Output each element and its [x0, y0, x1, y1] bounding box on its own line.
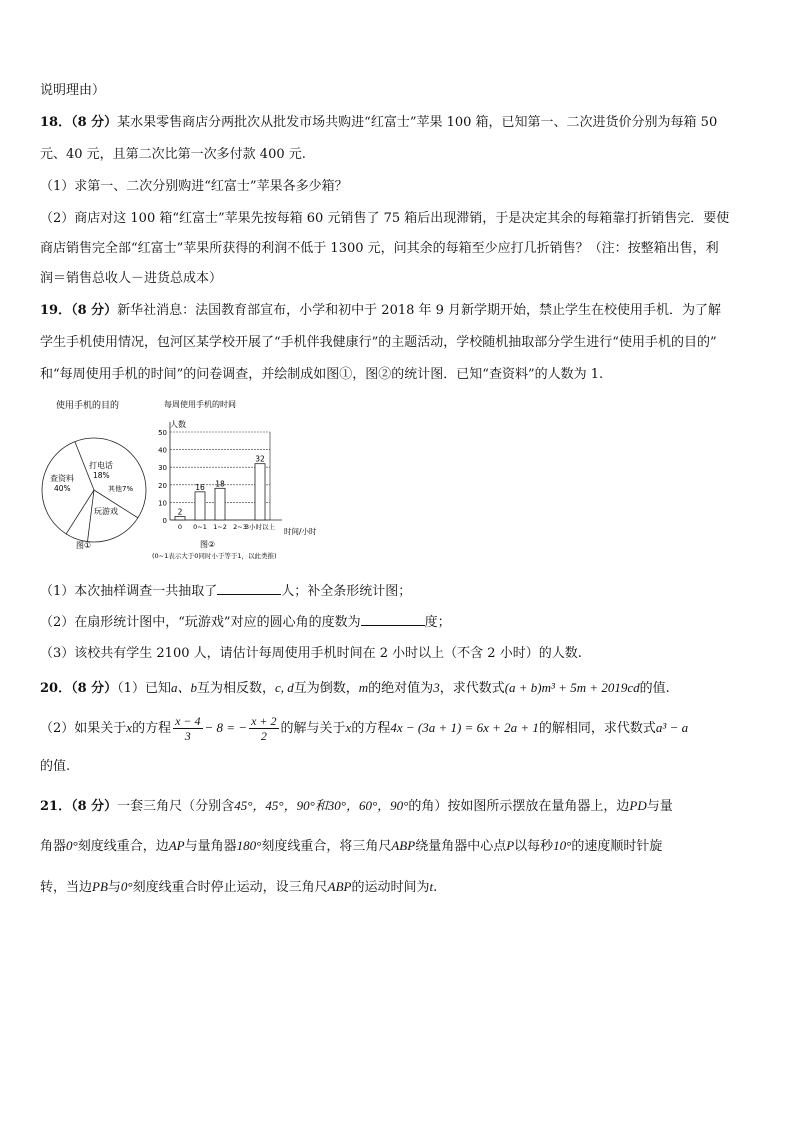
- q20-p1-a: （1）已知: [117, 681, 171, 696]
- q21-l2-c: 与量角器: [184, 839, 237, 854]
- bar-xtick-3: 2~3: [233, 523, 247, 531]
- q20-p2-x2: x: [345, 720, 352, 735]
- q20-p1-b: 互为相反数，: [196, 681, 275, 696]
- pie-caption: 图①: [76, 541, 92, 550]
- bar-0: [175, 516, 185, 520]
- q21-l1-a: 一套三角尺（分别含: [117, 799, 235, 814]
- q19-sub1: [40, 582, 762, 601]
- q20-p1-d: 的绝对值为: [368, 681, 434, 696]
- pie-chart: [42, 399, 146, 550]
- q19-number: 19．（8 分）: [40, 303, 118, 318]
- prev-question-tail: 说明理由）: [40, 83, 106, 98]
- q21-angles: 45°，45°，90°和30°，60°，90°: [234, 798, 409, 813]
- q20-p2-expression: a³ − a: [655, 720, 689, 735]
- q21-l2-g: 的速度顺时针旋: [571, 839, 663, 854]
- q20-p2-c: 的解与关于: [280, 721, 346, 736]
- bar-title: 每周使用手机的时间: [164, 400, 236, 409]
- q20-p1-e: ，求代数式: [439, 681, 505, 696]
- q19-figures: [34, 392, 354, 572]
- q20-part1: [40, 679, 762, 698]
- q21-l1-b: 的角）按如图所示摆放在量角器上，边: [408, 799, 630, 814]
- q20-p2-a: （2）如果关于: [40, 721, 127, 736]
- bar-xlabel: 时间/小时: [284, 527, 317, 536]
- bar-ytick-30: 30: [158, 464, 167, 473]
- fraction-2: [249, 714, 278, 743]
- q21-pd: PD: [629, 798, 647, 813]
- bar-ytick-0: 0: [162, 517, 167, 525]
- q20-p2-x: x: [126, 720, 133, 735]
- q20-p1-var-cd: c, d: [274, 680, 294, 695]
- bar-xtick-2: 1~2: [213, 523, 227, 531]
- q19-sub2: [40, 613, 762, 632]
- bar-ytick-10: 10: [158, 499, 167, 508]
- q19-sub3: （3）该校共有学生 2100 人，请估计每周使用手机时间在 2 小时以上（不含 2 小时）的人数.: [40, 646, 582, 661]
- q21-abp: ABP: [391, 838, 416, 853]
- q21-l2-b: 刻度线重合，边: [77, 839, 169, 854]
- answer-blank-1[interactable]: [217, 582, 281, 595]
- q19-sub1-text-a: （1）本次抽样调查一共抽取了: [40, 584, 218, 599]
- bar-2: [215, 488, 225, 520]
- q19-line2: 学生手机使用情况，包河区某学校开展了“手机伴我健康行”的主题活动，学校随机抽取部分学生进行“使用手机的目的”: [40, 335, 717, 350]
- bar-ytick-50: 50: [158, 429, 167, 437]
- pie-title: 使用手机的目的: [56, 401, 120, 411]
- q21-line3: [40, 878, 762, 897]
- pie-label-call-pct: 18%: [93, 471, 110, 480]
- bar-value-label-2: 18: [215, 479, 225, 489]
- q20-p1-expression: (a + b)m³ + 5m + 2019cd: [504, 680, 640, 695]
- q21-t: t: [429, 879, 434, 894]
- bar-ylabel: 人数: [170, 420, 186, 429]
- pie-label-research: 查资料: [50, 474, 74, 483]
- q20-p2-mid: − 8 = −: [204, 720, 248, 735]
- q18-sub2-line1: （2）商店对这 100 箱“红富士”苹果先按每箱 60 元销售了 75 箱后出现滞销，于是决定其余的每箱靠打折销售完．要使: [40, 211, 730, 226]
- q21-l3-b: 与: [107, 880, 121, 895]
- bar-xtick-4: 3小时以上: [244, 523, 276, 531]
- q21-line1: [40, 797, 762, 816]
- q21-l2-f: 以每秒: [514, 839, 554, 854]
- q20-p1-c: 互为倒数，: [293, 681, 359, 696]
- q19-sub2-text-b: 度；: [424, 615, 451, 630]
- q21-ap: AP: [168, 838, 185, 853]
- fraction-2-numerator: x + 2: [251, 714, 277, 728]
- q21-l3-d: 的运动时间为: [351, 880, 430, 895]
- bar-ytick-40: 40: [158, 446, 167, 455]
- q21-10-deg: 10°: [553, 838, 572, 853]
- q20-p2-d: 的方程: [351, 721, 391, 736]
- fraction-2-denominator: 2: [260, 729, 267, 743]
- q18-sub2-line3: 润＝销售总收人－进货总成本）: [40, 271, 223, 286]
- q21-p: P: [506, 838, 515, 853]
- q21-abp-2: ABP: [327, 879, 352, 894]
- q21-number: 21．（8 分）: [40, 799, 118, 814]
- fraction-1-denominator: 3: [184, 729, 191, 743]
- q20-part2: [40, 712, 762, 745]
- q19-line1: [40, 302, 762, 320]
- bar-1: [195, 492, 205, 520]
- bar-ytick-20: 20: [158, 481, 167, 490]
- q20-p2-e: 的解相同，求代数式: [538, 721, 656, 736]
- bar-xtick-1: 0~1: [193, 523, 207, 531]
- bar-caption: 图②: [200, 540, 216, 549]
- q19-text-1: 新华社消息：法国教育部宣布，小学和初中于 2018 年 9 月新学期开始，禁止学生在校使用手机．为了解: [117, 303, 722, 318]
- q18-line2: 元、40 元，且第二次比第一次多付款 400 元.: [40, 147, 306, 162]
- q18-line1: [40, 114, 762, 132]
- q21-line2: [40, 837, 762, 856]
- q21-l2-a: 角器: [40, 839, 67, 854]
- q19-sub2-text-a: （2）在扇形统计图中，“玩游戏”对应的圆心角的度数为: [40, 615, 361, 630]
- q21-l1-c: 与量: [646, 799, 673, 814]
- q21-zero-deg: 0°: [66, 838, 78, 853]
- q18-text-1: 某水果零售商店分两批次从批发市场共购进“红富士”苹果 100 箱，已知第一、二次进货价分别为每箱 50: [117, 115, 718, 130]
- fraction-1-numerator: x − 4: [175, 714, 201, 728]
- q21-l2-d: 刻度线重合，将三角尺: [261, 839, 392, 854]
- q20-p2-b: 的方程: [132, 721, 172, 736]
- q20-p2-equation: 4x − (3a + 1) = 6x + 2a + 1: [390, 720, 539, 735]
- q20-p1-three: 3: [433, 680, 440, 695]
- bar-4: [255, 464, 265, 520]
- q20-p1-var-m: m: [358, 680, 369, 695]
- bar-chart: [152, 399, 317, 560]
- q21-zero-deg-2: 0°: [120, 879, 133, 894]
- pie-label-research-pct: 40%: [54, 484, 71, 493]
- bar-value-label-4: 32: [255, 454, 265, 464]
- q20-p1-var-ab: a、b: [170, 680, 197, 695]
- q21-180-deg: 180°: [236, 838, 262, 853]
- q18-sub2-line2: 商店销售完全部“红富士”苹果所获得的利润不低于 1300 元，问其余的每箱至少应打几折销售？（注：按整箱出售，利: [40, 241, 719, 256]
- q20-number: 20．（8 分）: [40, 681, 118, 696]
- q19-sub1-text-b: 人；补全条形统计图；: [281, 584, 412, 599]
- q20-end: 的值.: [40, 759, 71, 774]
- q21-pb: PB: [92, 879, 108, 894]
- pie-slice-3: [66, 490, 94, 534]
- q20-p1-f: 的值.: [639, 681, 670, 696]
- bar-xtick-0: 0: [177, 523, 183, 531]
- pie-label-games: 玩游戏: [94, 507, 118, 516]
- q18-number: 18．（8 分）: [40, 115, 118, 130]
- pie-label-other: 其他7%: [108, 485, 134, 493]
- answer-blank-2[interactable]: [361, 613, 425, 626]
- bar-note: (0~1表示大于0同时小于等于1，以此类推): [152, 552, 277, 560]
- bar-value-label-0: 2: [177, 507, 183, 517]
- fraction-1: [173, 714, 202, 743]
- q21-l3-a: 转，当边: [40, 880, 93, 895]
- bar-bars: [175, 455, 265, 520]
- q18-sub1: （1）求第一、二次分别购进“红富士”苹果各多少箱？: [40, 179, 348, 194]
- q21-l2-e: 绕量角器中心点: [415, 839, 507, 854]
- q21-l3-e: .: [433, 880, 438, 895]
- q19-line3: 和“每周使用手机的时间”的问卷调查，并绘制成如图①，图②的统计图．已知“查资料”的人数为 1.: [40, 367, 604, 382]
- pie-label-call: 打电话: [89, 461, 113, 470]
- bar-value-label-1: 16: [195, 482, 205, 492]
- q21-l3-c: 刻度线重合时停止运动，设三角尺: [132, 880, 328, 895]
